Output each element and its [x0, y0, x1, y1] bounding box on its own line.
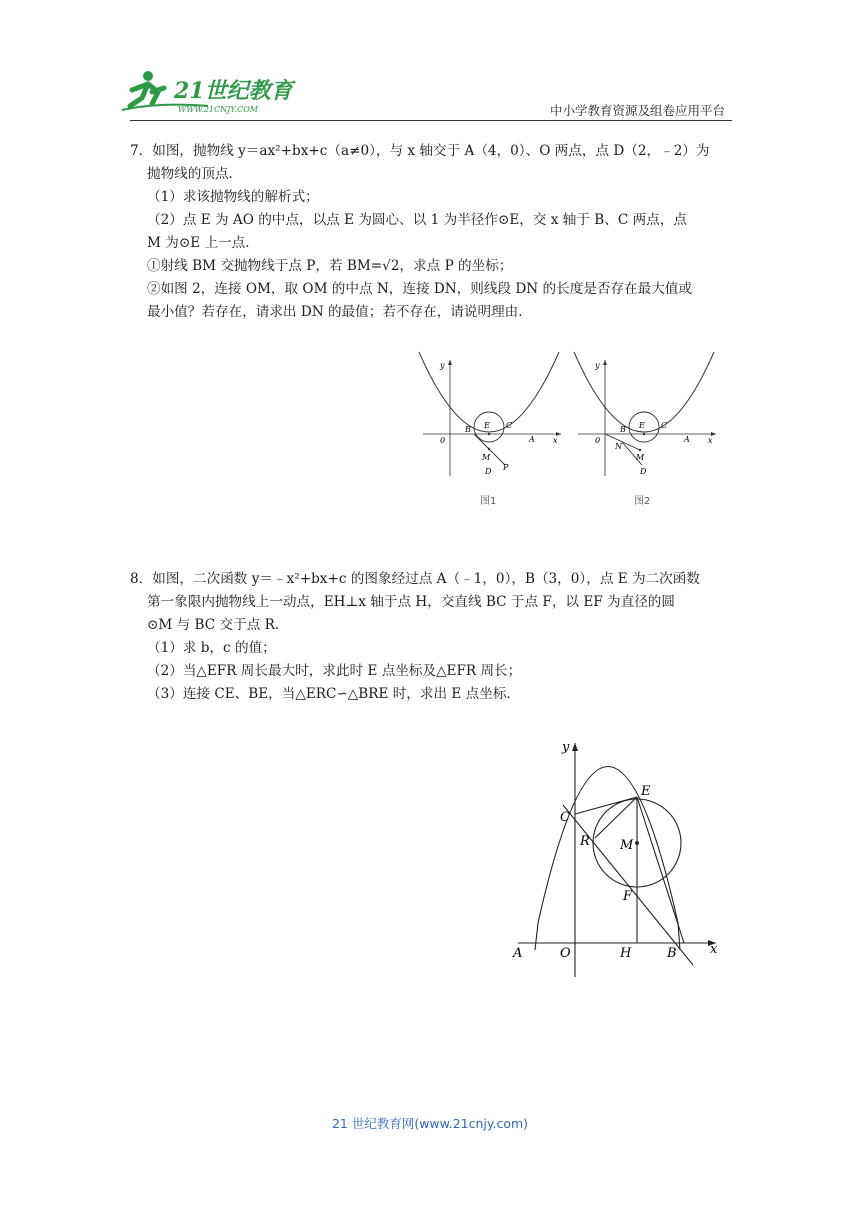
- p7-q1: （1）求该抛物线的解析式；: [147, 189, 319, 205]
- p8-line2: 第一象限内抛物线上一动点，EH⊥x 轴于点 H，交直线 BC 于点 F，以 EF 为直径的圆: [147, 594, 675, 610]
- fig2-e-label: E: [639, 421, 645, 430]
- fig3-o-label: O: [560, 946, 571, 961]
- fig2-d-label: D: [640, 467, 647, 476]
- fig1-o-label: 0: [440, 436, 446, 445]
- fig3-f-label: F: [623, 889, 633, 904]
- fig2-n-label: N: [615, 442, 622, 451]
- p8-q3: （3）连接 CE、BE，当△ERC∽△BRE 时，求出 E 点坐标．: [147, 686, 521, 702]
- fig1-d-label: D: [485, 467, 492, 476]
- p8-q1: （1）求 b，c 的值；: [147, 640, 276, 656]
- fig2-c-label: C: [661, 421, 668, 430]
- p8-q2: （2）当△EFR 周长最大时，求此时 E 点坐标及△EFR 周长；: [147, 663, 522, 679]
- fig2-a-label: A: [684, 435, 690, 444]
- figure-2-caption: 图2: [634, 496, 651, 507]
- p7-q2-2a: ②如图 2，连接 OM，取 OM 的中点 N，连接 DN，则线段 DN 的长度是否存在最大值或: [147, 281, 693, 297]
- fig1-e-label: E: [484, 421, 490, 430]
- fig3-b-label: B: [667, 946, 677, 961]
- fig1-x-label: x: [553, 436, 558, 445]
- header-divider: [130, 120, 732, 121]
- fig1-c-label: C: [506, 421, 513, 430]
- fig3-y-label: y: [562, 740, 570, 755]
- fig3-h-label: H: [620, 946, 632, 961]
- p8-line1: 8．如图，二次函数 y＝﹣x²+bx+c 的图象经过点 A（﹣1，0），B（3，0），点 E 为二次函数: [130, 571, 700, 587]
- fig2-b-label: B: [620, 425, 626, 434]
- fig2-y-label: y: [595, 361, 600, 370]
- fig2-m-label: M: [636, 453, 645, 462]
- fig2-o-label: 0: [595, 436, 601, 445]
- problem-7: [130, 140, 732, 324]
- logo: [118, 66, 298, 118]
- fig2-x-label: x: [708, 436, 713, 445]
- figure-2: [570, 348, 720, 478]
- fig3-e-label: E: [641, 784, 651, 799]
- p7-line2: 抛物线的顶点．: [147, 166, 243, 182]
- fig1-a-label: A: [529, 435, 535, 444]
- fig3-m-label: M: [620, 838, 634, 853]
- fig3-c-label: C: [560, 810, 570, 825]
- p7-q2a: （2）点 E 为 AO 的中点，以点 E 为圆心、以 1 为半径作⊙E，交 x 轴于 B、C 两点，点: [147, 212, 687, 228]
- fig1-p-label: P: [503, 463, 509, 472]
- figure-1: [415, 348, 565, 478]
- platform-title: 中小学教育资源及组卷应用平台: [549, 103, 725, 118]
- fig1-y-label: y: [440, 361, 445, 370]
- p7-q2b: M 为⊙E 上一点．: [147, 235, 259, 251]
- fig3-r-label: R: [580, 834, 590, 849]
- problem-8: [130, 568, 732, 706]
- fig3-x-label: x: [710, 942, 718, 957]
- figure-3: [508, 735, 730, 980]
- fig1-m-label: M: [482, 453, 491, 462]
- fig1-b-label: B: [465, 425, 471, 434]
- p7-q2-2b: 最小值？若存在，请求出 DN 的最值；若不存在，请说明理由．: [147, 304, 532, 320]
- fig3-a-label: A: [513, 946, 523, 961]
- p7-line1: 7．如图，抛物线 y＝ax²+bx+c（a≠0），与 x 轴交于 A（4，0）、O 两点，点 D（2，﹣2）为: [130, 143, 710, 159]
- footer: 21 世纪教育网(www.21cnjy.com): [331, 1116, 529, 1131]
- p8-line3: ⊙M 与 BC 交于点 R．: [147, 617, 289, 633]
- logo-url: WWW.21CNJY.COM: [178, 105, 258, 114]
- figure-1-caption: 图1: [480, 496, 497, 507]
- logo-text: 21世纪教育: [174, 78, 293, 104]
- p7-q2-1: ①射线 BM 交抛物线于点 P，若 BM=√2，求点 P 的坐标；: [147, 258, 513, 274]
